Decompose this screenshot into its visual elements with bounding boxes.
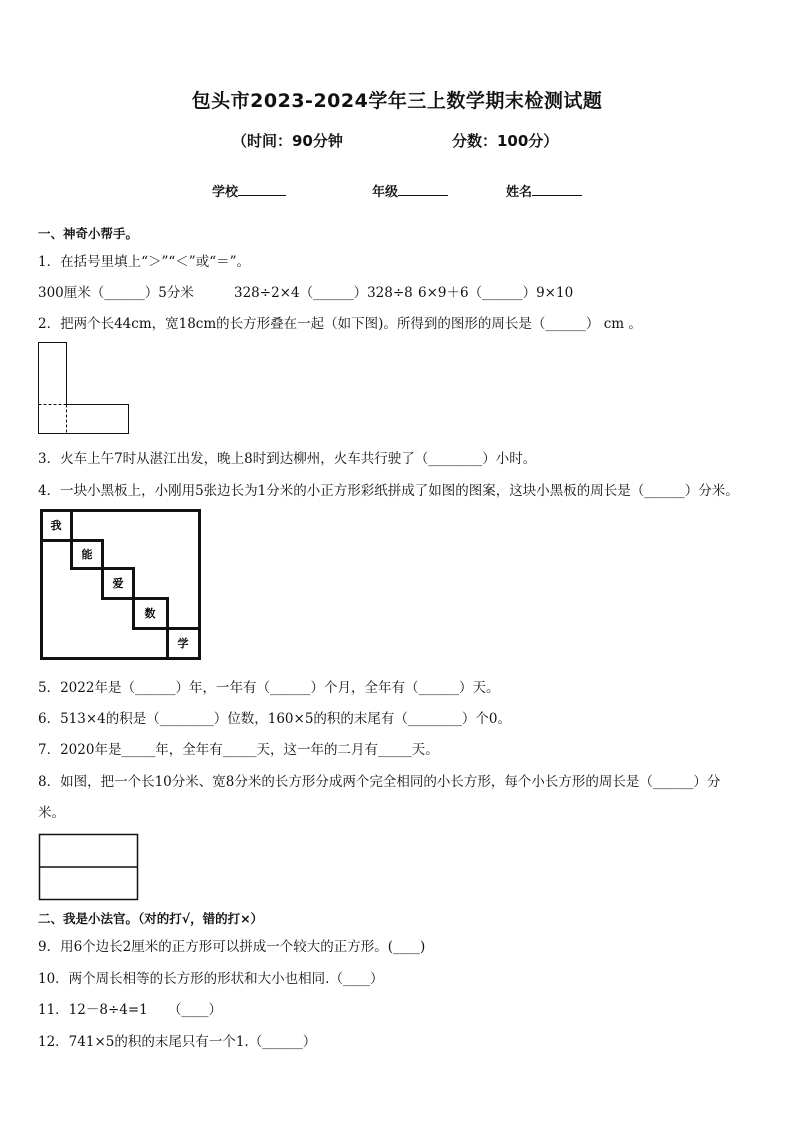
q2-overlap-rectangles-figure bbox=[38, 342, 130, 434]
question-4: 4．一块小黑板上，小刚用5张边长为1分米的小正方形彩纸拼成了如图的图案，这块小黑板的周长是（______）分米。 bbox=[38, 483, 739, 499]
square-5-char: 学 bbox=[177, 637, 189, 650]
question-6: 6．513×4的积是（________）位数，160×5的积的末尾有（________）个0。 bbox=[38, 711, 512, 727]
q4-blackboard-figure bbox=[40, 509, 202, 661]
exam-score: 分数：100分） bbox=[452, 132, 559, 150]
question-8: 8．如图，把一个长10分米、宽8分米的长方形分成两个完全相同的小长方形，每个小长方形的周长是（______）分 bbox=[38, 774, 721, 790]
question-5: 5．2022年是（______）年，一年有（______）个月，全年有（______）天。 bbox=[38, 680, 500, 696]
q8-split-rectangle-figure bbox=[38, 833, 140, 901]
question-1-item-c: 6×9＋6（______）9×10 bbox=[418, 285, 574, 301]
question-3: 3．火车上午7时从湛江出发，晚上8时到达柳州，火车共行驶了（________）小时。 bbox=[38, 451, 537, 467]
school-label: 学校 bbox=[212, 185, 239, 200]
question-11: 11．12－8÷4=1 （____） bbox=[38, 1002, 222, 1018]
grade-blank[interactable] bbox=[398, 181, 448, 196]
square-3-char: 爱 bbox=[112, 577, 124, 590]
school-field bbox=[212, 181, 286, 200]
page-title: 包头市2023-2024学年三上数学期末检测试题 bbox=[191, 90, 603, 112]
question-1: 1．在括号里填上“＞”“＜”或“＝”。 bbox=[38, 254, 250, 270]
grade-field bbox=[372, 181, 448, 200]
school-blank[interactable] bbox=[238, 181, 286, 196]
question-12: 12．741×5的积的末尾只有一个1.（______） bbox=[38, 1034, 317, 1050]
name-field bbox=[506, 181, 582, 200]
section-1-heading: 一、神奇小帮手。 bbox=[38, 226, 139, 241]
section-2-heading: 二、我是小法官。（对的打√，错的打×） bbox=[38, 911, 264, 926]
question-8-continued: 米。 bbox=[38, 805, 65, 821]
name-blank[interactable] bbox=[532, 181, 582, 196]
name-label: 姓名 bbox=[506, 185, 533, 200]
square-4-char: 数 bbox=[144, 607, 156, 620]
grade-label: 年级 bbox=[372, 185, 399, 200]
question-7: 7．2020年是_____年，全年有_____天，这一年的二月有_____天。 bbox=[38, 742, 439, 758]
question-1-item-b: 328÷2×4（______）328÷8 bbox=[234, 285, 413, 301]
question-10: 10．两个周长相等的长方形的形状和大小也相同.（____） bbox=[38, 971, 384, 987]
question-9: 9．用6个边长2厘米的正方形可以拼成一个较大的正方形。(____) bbox=[38, 939, 426, 955]
question-2: 2．把两个长44cm，宽18cm的长方形叠在一起（如下图)。所得到的图形的周长是（______） cm 。 bbox=[38, 316, 642, 332]
square-2-char: 能 bbox=[81, 548, 93, 561]
question-1-item-a: 300厘米（______）5分米 bbox=[38, 285, 194, 301]
square-1-char: 我 bbox=[50, 519, 62, 532]
exam-time: （时间：90分钟 bbox=[232, 132, 343, 150]
